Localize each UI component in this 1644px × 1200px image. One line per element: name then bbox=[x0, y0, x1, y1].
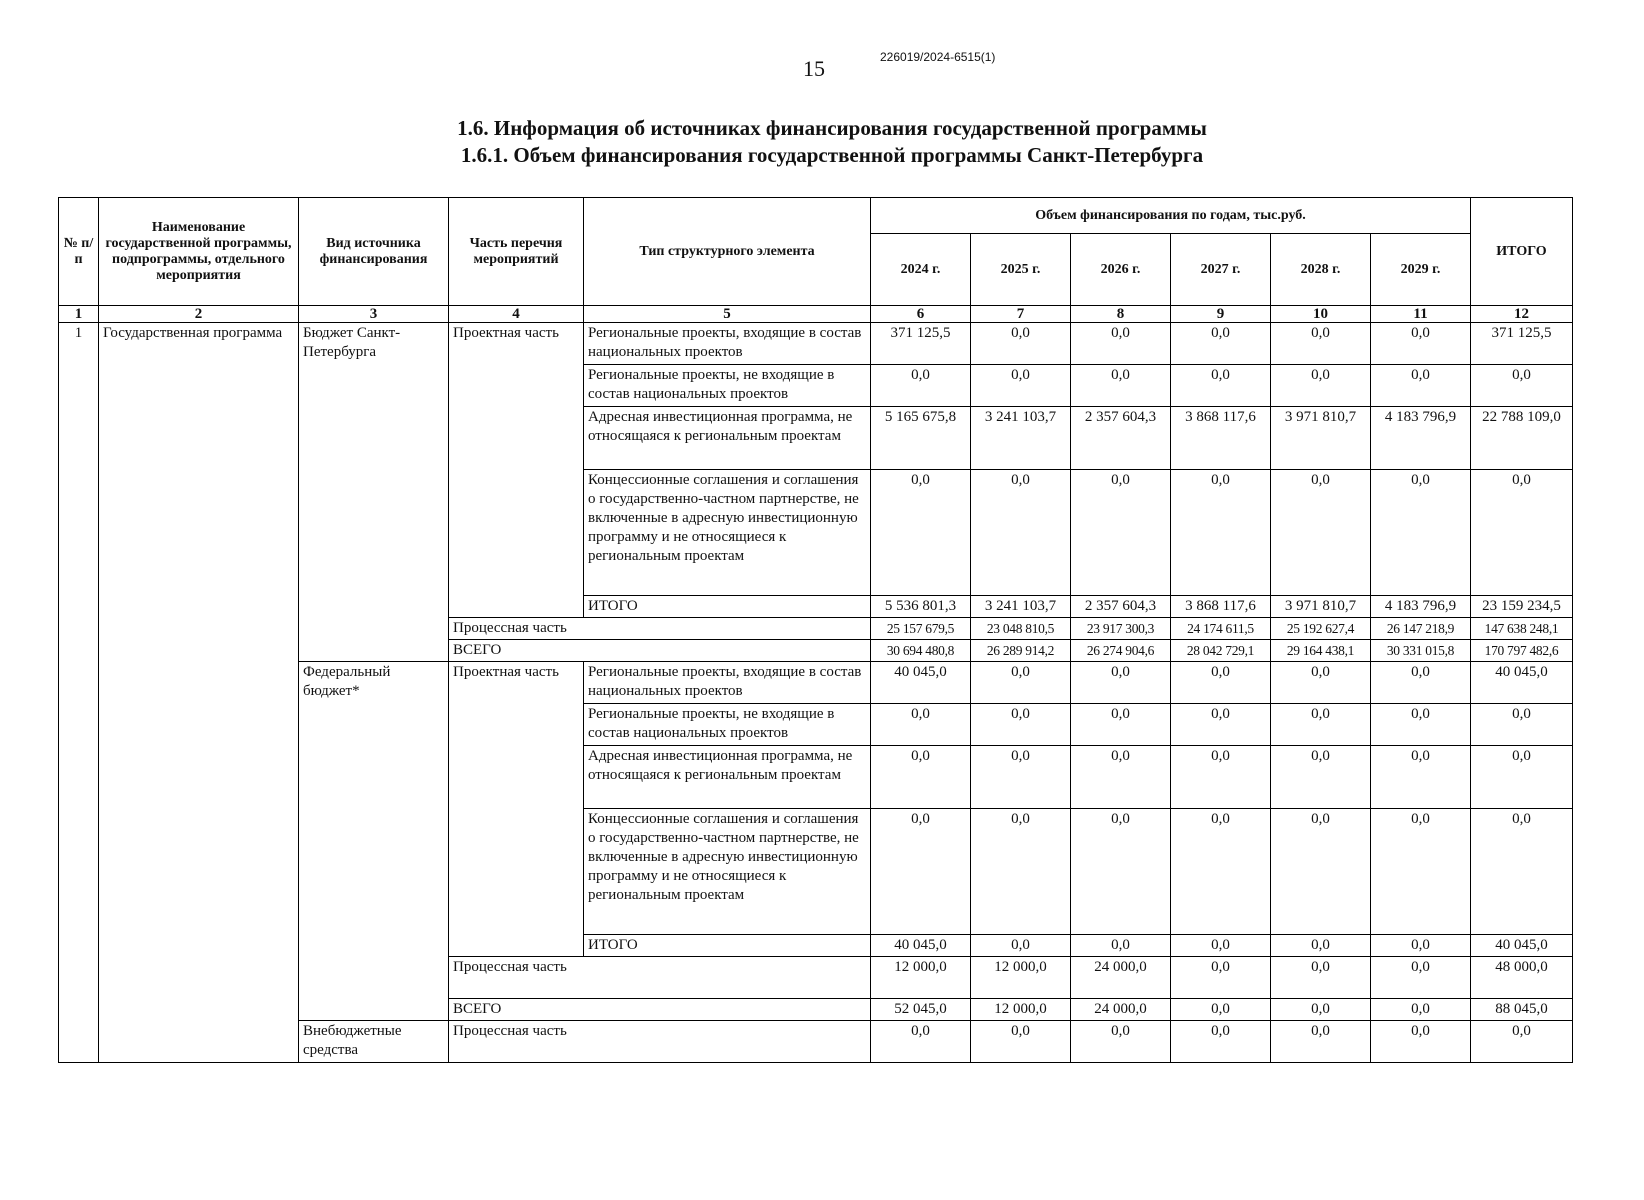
value-cell: 0,0 bbox=[1271, 935, 1371, 957]
type-concession: Концессионные соглашения и соглашения о государственно-частном партнерстве, не включенные в адресную инвестиционную программу и не относящиеся к региональным проектам bbox=[584, 809, 871, 935]
total-cell: 147 638 248,1 bbox=[1471, 618, 1573, 640]
value-cell: 0,0 bbox=[1171, 704, 1271, 746]
part-process: Процессная часть bbox=[449, 1021, 871, 1063]
part-process: Процессная часть bbox=[449, 957, 871, 999]
subtotal-label: ИТОГО bbox=[584, 596, 871, 618]
type-regional-in: Региональные проекты, входящие в состав национальных проектов bbox=[584, 662, 871, 704]
value-cell: 0,0 bbox=[1071, 323, 1171, 365]
subtotal-label: ИТОГО bbox=[584, 935, 871, 957]
total-cell: 0,0 bbox=[1471, 704, 1573, 746]
value-cell: 0,0 bbox=[1171, 365, 1271, 407]
header-year: 2027 г. bbox=[1171, 234, 1271, 306]
value-cell: 0,0 bbox=[971, 746, 1071, 809]
value-cell: 0,0 bbox=[971, 935, 1071, 957]
value-cell: 23 048 810,5 bbox=[971, 618, 1071, 640]
column-number: 4 bbox=[449, 306, 584, 323]
section-title: 1.6. Информация об источниках финансирования государственной программы bbox=[457, 116, 1207, 140]
type-regional-out: Региональные проекты, не входящие в состав национальных проектов bbox=[584, 704, 871, 746]
header-year: 2028 г. bbox=[1271, 234, 1371, 306]
part-project: Проектная часть bbox=[449, 662, 584, 957]
value-cell: 0,0 bbox=[1271, 809, 1371, 935]
column-numbers-row bbox=[59, 306, 1573, 323]
total-cell: 40 045,0 bbox=[1471, 935, 1573, 957]
value-cell: 0,0 bbox=[1071, 746, 1171, 809]
header-element-type: Тип структурного элемента bbox=[584, 198, 871, 306]
column-number: 5 bbox=[584, 306, 871, 323]
value-cell: 0,0 bbox=[1071, 935, 1171, 957]
value-cell: 371 125,5 bbox=[871, 323, 971, 365]
value-cell: 0,0 bbox=[1371, 999, 1471, 1021]
value-cell: 24 174 611,5 bbox=[1171, 618, 1271, 640]
value-cell: 0,0 bbox=[1371, 704, 1471, 746]
value-cell: 0,0 bbox=[1371, 470, 1471, 596]
value-cell: 40 045,0 bbox=[871, 662, 971, 704]
total-all-label: ВСЕГО bbox=[449, 640, 871, 662]
value-cell: 24 000,0 bbox=[1071, 957, 1171, 999]
header-year: 2025 г. bbox=[971, 234, 1071, 306]
total-cell: 0,0 bbox=[1471, 470, 1573, 596]
value-cell: 0,0 bbox=[871, 470, 971, 596]
value-cell: 4 183 796,9 bbox=[1371, 407, 1471, 470]
value-cell: 0,0 bbox=[871, 365, 971, 407]
value-cell: 28 042 729,1 bbox=[1171, 640, 1271, 662]
value-cell: 0,0 bbox=[1171, 323, 1271, 365]
value-cell: 0,0 bbox=[1271, 365, 1371, 407]
total-cell: 22 788 109,0 bbox=[1471, 407, 1573, 470]
source-federal-budget: Федеральный бюджет* bbox=[299, 662, 449, 1021]
value-cell: 2 357 604,3 bbox=[1071, 596, 1171, 618]
value-cell: 0,0 bbox=[871, 746, 971, 809]
value-cell: 0,0 bbox=[1371, 935, 1471, 957]
column-number: 6 bbox=[871, 306, 971, 323]
row-number: 1 bbox=[59, 323, 99, 1063]
value-cell: 24 000,0 bbox=[1071, 999, 1171, 1021]
value-cell: 0,0 bbox=[971, 365, 1071, 407]
total-cell: 0,0 bbox=[1471, 365, 1573, 407]
value-cell: 0,0 bbox=[871, 809, 971, 935]
program-name: Государственная программа bbox=[99, 323, 299, 1063]
value-cell: 12 000,0 bbox=[871, 957, 971, 999]
header-volume: Объем финансирования по годам, тыс.руб. bbox=[871, 198, 1471, 234]
value-cell: 0,0 bbox=[1271, 470, 1371, 596]
value-cell: 0,0 bbox=[1271, 999, 1371, 1021]
value-cell: 3 241 103,7 bbox=[971, 407, 1071, 470]
value-cell: 12 000,0 bbox=[971, 999, 1071, 1021]
value-cell: 0,0 bbox=[1271, 1021, 1371, 1063]
value-cell: 0,0 bbox=[1171, 935, 1271, 957]
total-cell: 40 045,0 bbox=[1471, 662, 1573, 704]
type-regional-in: Региональные проекты, входящие в состав национальных проектов bbox=[584, 323, 871, 365]
value-cell: 0,0 bbox=[871, 704, 971, 746]
value-cell: 0,0 bbox=[1171, 809, 1271, 935]
value-cell: 5 165 675,8 bbox=[871, 407, 971, 470]
value-cell: 26 147 218,9 bbox=[1371, 618, 1471, 640]
header-part: Часть перечня мероприятий bbox=[449, 198, 584, 306]
value-cell: 0,0 bbox=[1171, 1021, 1271, 1063]
header-year: 2029 г. bbox=[1371, 234, 1471, 306]
value-cell: 0,0 bbox=[1071, 704, 1171, 746]
part-process: Процессная часть bbox=[449, 618, 871, 640]
value-cell: 23 917 300,3 bbox=[1071, 618, 1171, 640]
value-cell: 0,0 bbox=[1171, 470, 1271, 596]
value-cell: 0,0 bbox=[1071, 470, 1171, 596]
value-cell: 26 289 914,2 bbox=[971, 640, 1071, 662]
column-number: 11 bbox=[1371, 306, 1471, 323]
value-cell: 29 164 438,1 bbox=[1271, 640, 1371, 662]
value-cell: 3 971 810,7 bbox=[1271, 407, 1371, 470]
column-number: 9 bbox=[1171, 306, 1271, 323]
value-cell: 0,0 bbox=[1371, 323, 1471, 365]
column-number: 7 bbox=[971, 306, 1071, 323]
value-cell: 3 971 810,7 bbox=[1271, 596, 1371, 618]
value-cell: 0,0 bbox=[971, 323, 1071, 365]
value-cell: 0,0 bbox=[971, 470, 1071, 596]
value-cell: 0,0 bbox=[1371, 809, 1471, 935]
value-cell: 0,0 bbox=[1171, 662, 1271, 704]
column-number: 8 bbox=[1071, 306, 1171, 323]
value-cell: 0,0 bbox=[1171, 957, 1271, 999]
total-cell: 371 125,5 bbox=[1471, 323, 1573, 365]
value-cell: 0,0 bbox=[1171, 746, 1271, 809]
type-regional-out: Региональные проекты, не входящие в состав национальных проектов bbox=[584, 365, 871, 407]
value-cell: 30 331 015,8 bbox=[1371, 640, 1471, 662]
value-cell: 0,0 bbox=[971, 662, 1071, 704]
column-number: 2 bbox=[99, 306, 299, 323]
value-cell: 26 274 904,6 bbox=[1071, 640, 1171, 662]
value-cell: 0,0 bbox=[1071, 662, 1171, 704]
total-cell: 0,0 bbox=[1471, 746, 1573, 809]
subsection-title: 1.6.1. Объем финансирования государственной программы Санкт-Петербурга bbox=[460, 143, 1204, 167]
value-cell: 0,0 bbox=[971, 809, 1071, 935]
value-cell: 0,0 bbox=[1071, 365, 1171, 407]
header-total: ИТОГО bbox=[1471, 198, 1573, 306]
value-cell: 0,0 bbox=[1271, 957, 1371, 999]
value-cell: 2 357 604,3 bbox=[1071, 407, 1171, 470]
header-source: Вид источника финансирования bbox=[299, 198, 449, 306]
page-number: 15 bbox=[803, 56, 825, 81]
value-cell: 25 157 679,5 bbox=[871, 618, 971, 640]
table-row bbox=[59, 323, 1573, 365]
value-cell: 3 868 117,6 bbox=[1171, 407, 1271, 470]
total-cell: 48 000,0 bbox=[1471, 957, 1573, 999]
column-number: 12 bbox=[1471, 306, 1573, 323]
header-year: 2024 г. bbox=[871, 234, 971, 306]
part-project: Проектная часть bbox=[449, 323, 584, 618]
value-cell: 3 241 103,7 bbox=[971, 596, 1071, 618]
document-code: 226019/2024-6515(1) bbox=[880, 50, 996, 64]
financing-table bbox=[58, 197, 1573, 1063]
column-number: 3 bbox=[299, 306, 449, 323]
value-cell: 0,0 bbox=[1371, 365, 1471, 407]
column-number: 10 bbox=[1271, 306, 1371, 323]
source-extra-budgetary: Внебюджетные средства bbox=[299, 1021, 449, 1063]
header-number: № п/п bbox=[59, 198, 99, 306]
column-number: 1 bbox=[59, 306, 99, 323]
total-cell: 0,0 bbox=[1471, 1021, 1573, 1063]
total-cell: 0,0 bbox=[1471, 809, 1573, 935]
header-program-name: Наименование государственной программы, подпрограммы, отдельного мероприятия bbox=[99, 198, 299, 306]
value-cell: 12 000,0 bbox=[971, 957, 1071, 999]
total-all-label: ВСЕГО bbox=[449, 999, 871, 1021]
value-cell: 0,0 bbox=[1371, 746, 1471, 809]
value-cell: 0,0 bbox=[1371, 1021, 1471, 1063]
value-cell: 0,0 bbox=[1271, 746, 1371, 809]
value-cell: 0,0 bbox=[1071, 1021, 1171, 1063]
header-year: 2026 г. bbox=[1071, 234, 1171, 306]
type-investment-program: Адресная инвестиционная программа, не относящаяся к региональным проектам bbox=[584, 407, 871, 470]
value-cell: 0,0 bbox=[1071, 809, 1171, 935]
value-cell: 3 868 117,6 bbox=[1171, 596, 1271, 618]
total-cell: 23 159 234,5 bbox=[1471, 596, 1573, 618]
value-cell: 25 192 627,4 bbox=[1271, 618, 1371, 640]
value-cell: 52 045,0 bbox=[871, 999, 971, 1021]
type-concession: Концессионные соглашения и соглашения о государственно-частном партнерстве, не включенные в адресную инвестиционную программу и не относящиеся к региональным проектам bbox=[584, 470, 871, 596]
value-cell: 30 694 480,8 bbox=[871, 640, 971, 662]
value-cell: 0,0 bbox=[1271, 704, 1371, 746]
value-cell: 0,0 bbox=[1271, 323, 1371, 365]
value-cell: 0,0 bbox=[1171, 999, 1271, 1021]
value-cell: 0,0 bbox=[1371, 957, 1471, 999]
value-cell: 0,0 bbox=[871, 1021, 971, 1063]
value-cell: 5 536 801,3 bbox=[871, 596, 971, 618]
source-spb-budget: Бюджет Санкт-Петербурга bbox=[299, 323, 449, 662]
value-cell: 4 183 796,9 bbox=[1371, 596, 1471, 618]
value-cell: 0,0 bbox=[971, 1021, 1071, 1063]
value-cell: 0,0 bbox=[971, 704, 1071, 746]
total-cell: 170 797 482,6 bbox=[1471, 640, 1573, 662]
value-cell: 40 045,0 bbox=[871, 935, 971, 957]
type-investment-program: Адресная инвестиционная программа, не относящаяся к региональным проектам bbox=[584, 746, 871, 809]
total-cell: 88 045,0 bbox=[1471, 999, 1573, 1021]
value-cell: 0,0 bbox=[1271, 662, 1371, 704]
value-cell: 0,0 bbox=[1371, 662, 1471, 704]
